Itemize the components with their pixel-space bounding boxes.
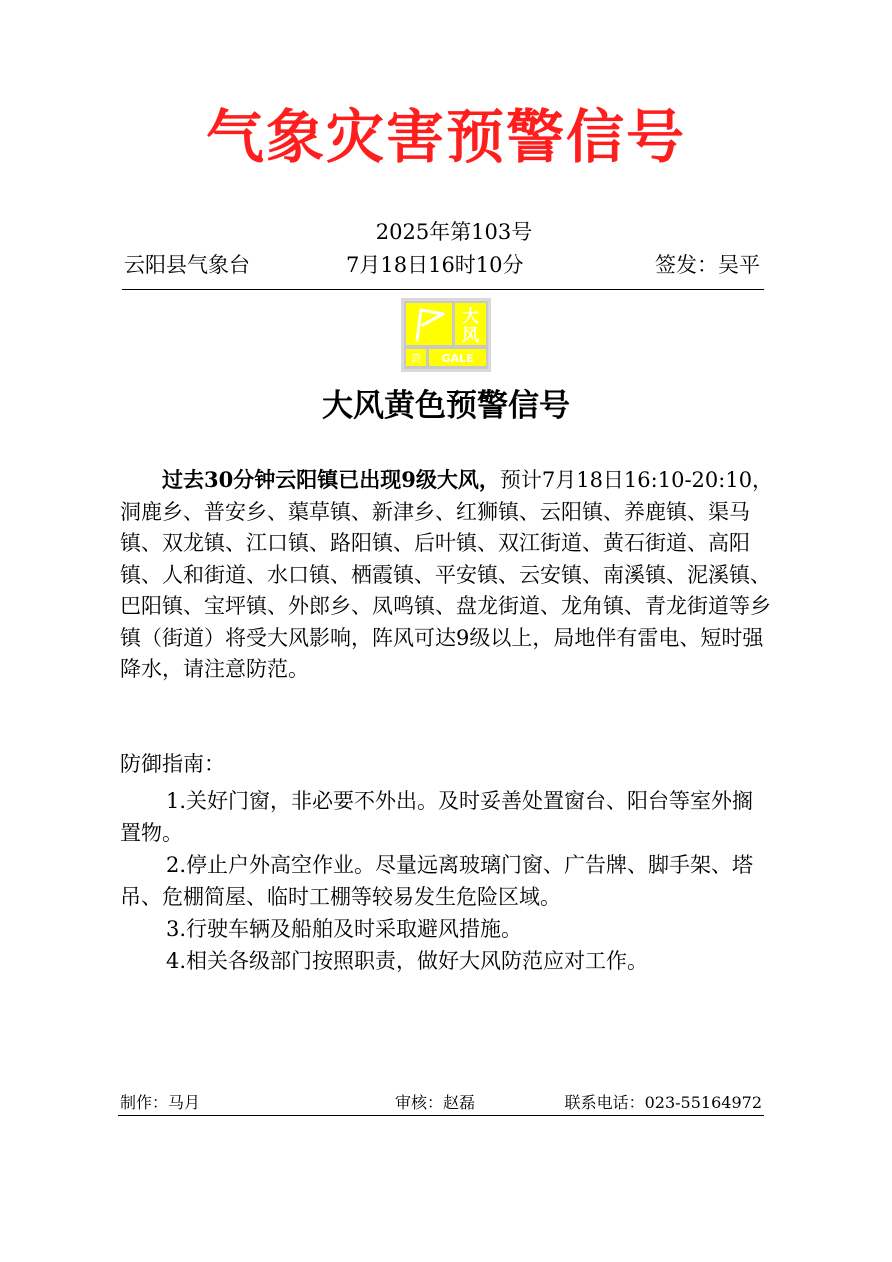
warning-body — [120, 464, 780, 686]
defense-guide-heading: 防御指南： — [120, 752, 225, 776]
contact-phone: 联系电话：023-55164972 — [564, 1093, 762, 1112]
warning-detail: 预计7月18日16:10-20:10，洞鹿乡、普安乡、蕖草镇、新津乡、红狮镇、云阳镇、养鹿镇、渠马镇、双龙镇、江口镇、路阳镇、后叶镇、双江街道、黄石街道、高阳镇、人和街道、水口镇、栖霞镇、平安镇、云安镇、南溪镇、泥溪镇、巴阳镇、宝坪镇、外郎乡、凤鸣镇、盘龙街道、龙角镇、青龙街道等乡镇（街道）将受大风影响，阵风可达9级以上，局地伴有雷电、短时强降水，请注意防范。 — [120, 468, 774, 681]
icon-text-bottom: 风 — [462, 326, 479, 346]
guide-item: 4.相关各级部门按照职责，做好大风防范应对工作。 — [166, 949, 649, 973]
icon-label: 黄 — [410, 352, 422, 365]
document-title: 气象灾害预警信号 — [205, 103, 686, 171]
defense-guide-list — [120, 785, 770, 977]
signer: 签发：吴平 — [655, 253, 760, 277]
wind-yellow-warning-icon — [401, 298, 491, 372]
icon-text-top: 大 — [462, 307, 479, 327]
issue-number: 2025年第103号 — [375, 220, 533, 244]
footer-divider — [118, 1115, 764, 1116]
guide-item: 3.行驶车辆及船舶及时采取避风措施。 — [166, 917, 523, 941]
guide-item: 1.关好门窗，非必要不外出。及时妥善处置窗台、阳台等室外搁置物。 — [120, 789, 754, 845]
icon-label-en: GALE — [441, 352, 474, 365]
issue-datetime: 7月18日16时10分 — [346, 253, 524, 277]
guide-item: 2.停止户外高空作业。尽量远离玻璃门窗、广告牌、脚手架、塔吊、危棚简屋、临时工棚等较易发生危险区域。 — [120, 853, 754, 909]
document-footer — [120, 1092, 764, 1116]
reviewer: 审核：赵磊 — [395, 1093, 476, 1112]
icon-flag-panel — [406, 303, 452, 345]
warning-lead: 过去30分钟云阳镇已出现9级大风， — [162, 467, 500, 492]
issue-info-row — [124, 251, 764, 281]
maker: 制作：马月 — [120, 1093, 201, 1112]
header-divider — [122, 289, 764, 290]
issuing-agency: 云阳县气象台 — [124, 253, 250, 277]
signal-title: 大风黄色预警信号 — [322, 388, 570, 424]
